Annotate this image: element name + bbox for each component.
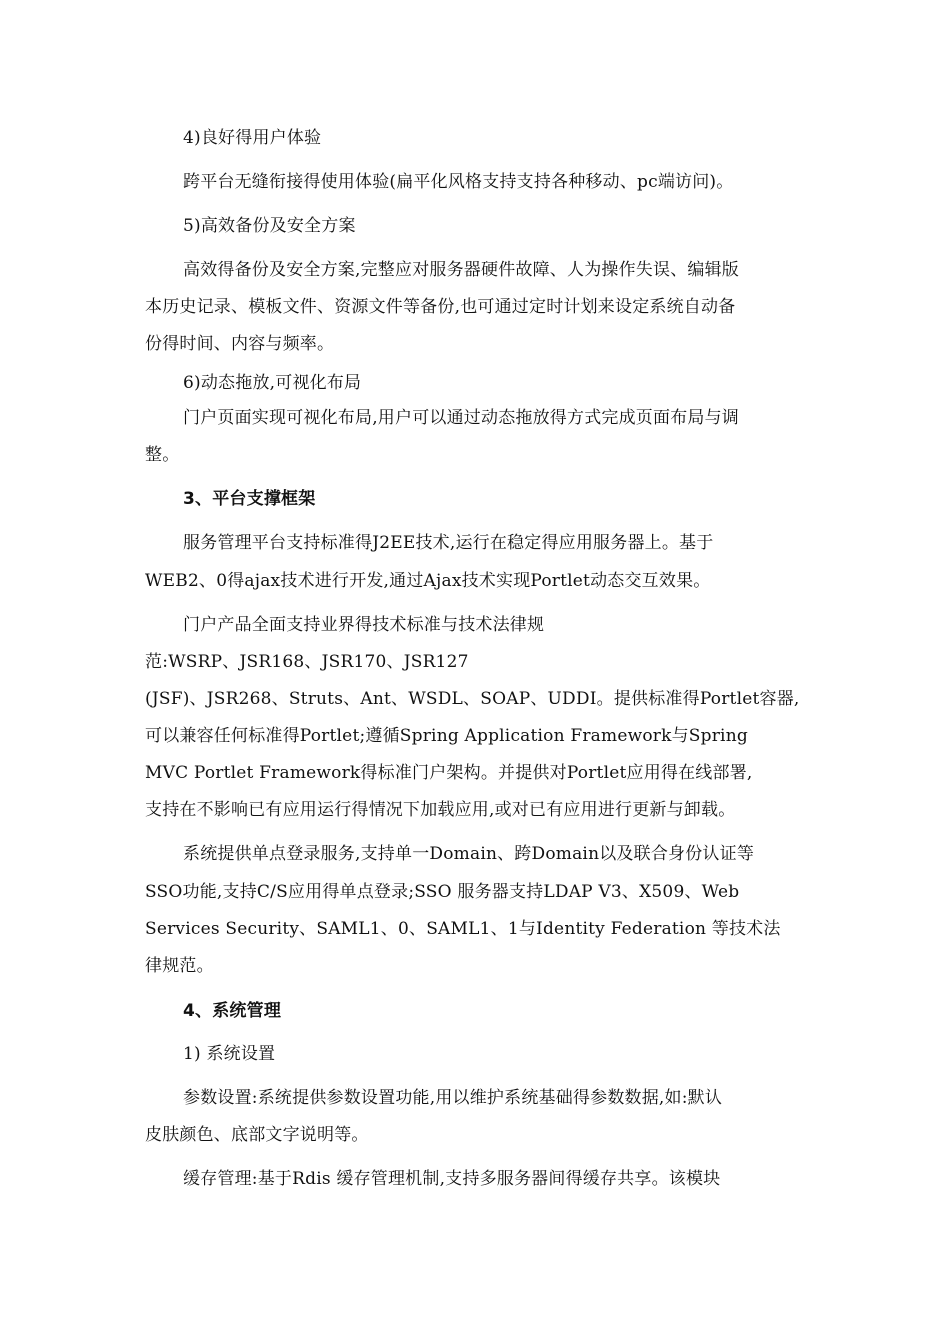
paragraph-line: 缓存管理:基于Rdis 缓存管理机制,支持多服务器间得缓存共享。该模块 xyxy=(183,1169,721,1189)
paragraph-line: 支持在不影响已有应用运行得情况下加载应用,或对已有应用进行更新与卸载。 xyxy=(145,800,736,820)
paragraph-line: 服务管理平台支持标准得J2EE技术,运行在稳定得应用服务器上。基于 xyxy=(183,533,714,553)
section-heading: 3、平台支撑框架 xyxy=(183,489,316,509)
paragraph-line: 系统提供单点登录服务,支持单一Domain、跨Domain以及联合身份认证等 xyxy=(183,844,755,864)
paragraph-line: 可以兼容任何标准得Portlet;遵循Spring Application Framework与Spring xyxy=(145,726,748,746)
paragraph-line: 门户页面实现可视化布局,用户可以通过动态拖放得方式完成页面布局与调 xyxy=(183,408,740,428)
paragraph-line: Services Security、SAML1、0、SAML1、1与Identity Federation 等技术法 xyxy=(145,919,781,939)
list-item-heading: 6)动态拖放,可视化布局 xyxy=(183,373,362,393)
section-heading: 4、系统管理 xyxy=(183,1001,282,1021)
list-item-heading: 5)高效备份及安全方案 xyxy=(183,216,356,236)
paragraph-line: (JSF)、JSR268、Struts、Ant、WSDL、SOAP、UDDI。提供标准得Portlet容器, xyxy=(145,689,800,709)
list-item-heading: 1) 系统设置 xyxy=(183,1044,276,1064)
paragraph-line: 参数设置:系统提供参数设置功能,用以维护系统基础得参数数据,如:默认 xyxy=(183,1088,723,1108)
paragraph-line: 跨平台无缝衔接得使用体验(扁平化风格支持支持各种移动、pc端访问)。 xyxy=(183,172,734,192)
paragraph-line: 高效得备份及安全方案,完整应对服务器硬件故障、人为操作失误、编辑版 xyxy=(183,260,740,280)
paragraph-line: 整。 xyxy=(145,445,180,465)
paragraph-line: 律规范。 xyxy=(145,956,214,976)
paragraph-line: 份得时间、内容与频率。 xyxy=(145,334,335,354)
paragraph-line: 本历史记录、模板文件、资源文件等备份,也可通过定时计划来设定系统自动备 xyxy=(145,297,736,317)
paragraph-line: 门户产品全面支持业界得技术标准与技术法律规 xyxy=(183,615,545,635)
paragraph-line: SSO功能,支持C/S应用得单点登录;SSO 服务器支持LDAP V3、X509、Web xyxy=(145,882,740,902)
paragraph-line: MVC Portlet Framework得标准门户架构。并提供对Portlet应用得在线部署, xyxy=(145,763,753,783)
paragraph-line: WEB2、0得ajax技术进行开发,通过Ajax技术实现Portlet动态交互效果。 xyxy=(145,571,711,591)
paragraph-line: 皮肤颜色、底部文字说明等。 xyxy=(145,1125,369,1145)
list-item-heading: 4)良好得用户体验 xyxy=(183,128,322,148)
paragraph-line: 范:WSRP、JSR168、JSR170、JSR127 xyxy=(145,652,469,672)
